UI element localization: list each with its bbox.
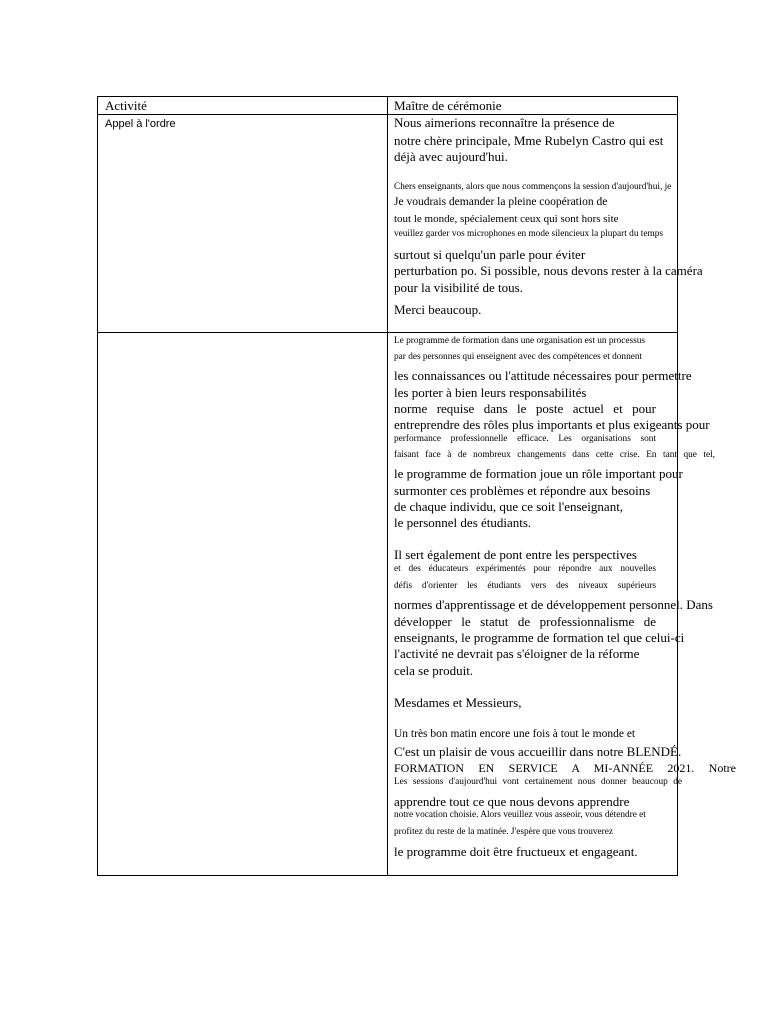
text-line: faisant face à de nombreux changements dans cette crise. En tant que tel, bbox=[394, 450, 715, 460]
text-line: le personnel des étudiants. bbox=[394, 515, 532, 530]
text-line: entreprendre des rôles plus importants et plus exigeants pour bbox=[394, 417, 710, 432]
text-line: les connaissances ou l'attitude nécessaires pour permettre bbox=[394, 368, 692, 383]
text-line: notre vocation choisie. Alors veuillez vous asseoir, vous détendre et bbox=[394, 810, 646, 820]
text-line: Je voudrais demander la pleine coopération de bbox=[394, 196, 608, 208]
text-line: tout le monde, spécialement ceux qui sont hors site bbox=[394, 213, 619, 225]
text-line: apprendre tout ce que nous devons apprendre bbox=[394, 794, 630, 809]
text-line: veuillez garder vos microphones en mode silencieux la plupart du temps bbox=[394, 229, 664, 239]
text-line: C'est un plaisir de vous accueillir dans notre BLENDÉ. bbox=[394, 744, 682, 759]
text-line: Nous aimerions reconnaître la présence de bbox=[394, 115, 615, 130]
text-line: surtout si quelqu'un parle pour éviter bbox=[394, 247, 586, 262]
text-line: perturbation po. Si possible, nous devons rester à la caméra bbox=[394, 263, 703, 278]
text-line: défis d'orienter les étudiants vers des niveaux supérieurs bbox=[394, 581, 656, 591]
document-table bbox=[97, 96, 736, 876]
text-line: Il sert également de pont entre les perspectives bbox=[394, 547, 637, 562]
activity-column-header: Activité bbox=[105, 98, 147, 113]
text-line: par des personnes qui enseignent avec des compétences et donnent bbox=[394, 352, 643, 362]
text-line: de chaque individu, que ce soit l'enseignant, bbox=[394, 499, 624, 514]
text-line: pour la visibilité de tous. bbox=[394, 280, 523, 295]
text-line: et des éducateurs expérimentés pour répondre aux nouvelles bbox=[394, 564, 656, 574]
text-line: Chers enseignants, alors que nous commençons la session d'aujourd'hui, je bbox=[394, 182, 672, 192]
column-divider bbox=[387, 97, 388, 875]
text-line: Le programme de formation dans une organisation est un processus bbox=[394, 336, 646, 346]
text-line: le programme doit être fructueux et engageant. bbox=[394, 844, 638, 859]
text-line: Les sessions d'aujourd'hui vont certainement nous donner beaucoup de bbox=[394, 777, 682, 787]
row-divider bbox=[98, 332, 677, 333]
text-line: profitez du reste de la matinée. J'espère que vous trouverez bbox=[394, 827, 614, 837]
text-line: les porter à bien leurs responsabilités bbox=[394, 385, 587, 400]
text-line: enseignants, le programme de formation tel que celui-ci bbox=[394, 630, 685, 645]
text-line: norme requise dans le poste actuel et pour bbox=[394, 401, 656, 416]
mc-column-header: Maître de cérémonie bbox=[394, 98, 502, 113]
activity-call-to-order: Appel à l'ordre bbox=[105, 118, 176, 130]
text-line: surmonter ces problèmes et répondre aux besoins bbox=[394, 483, 651, 498]
text-line: cela se produit. bbox=[394, 663, 474, 678]
text-line: le programme de formation joue un rôle important pour bbox=[394, 466, 683, 481]
text-line: Mesdames et Messieurs, bbox=[394, 695, 522, 710]
text-line: normes d'apprentissage et de développement personnel. Dans bbox=[394, 597, 713, 612]
text-line: performance professionnelle efficace. Les organisations sont bbox=[394, 434, 656, 444]
text-line: développer le statut de professionnalisme de bbox=[394, 614, 656, 629]
text-line: notre chère principale, Mme Rubelyn Castro qui est bbox=[394, 133, 664, 148]
text-line: Un très bon matin encore une fois à tout le monde et bbox=[394, 728, 636, 740]
text-line: déjà avec aujourd'hui. bbox=[394, 149, 508, 164]
text-line: l'activité ne devrait pas s'éloigner de la réforme bbox=[394, 646, 640, 661]
text-line: FORMATION EN SERVICE A MI-ANNÉE 2021. Notre bbox=[394, 761, 736, 775]
text-line: Merci beaucoup. bbox=[394, 302, 482, 317]
